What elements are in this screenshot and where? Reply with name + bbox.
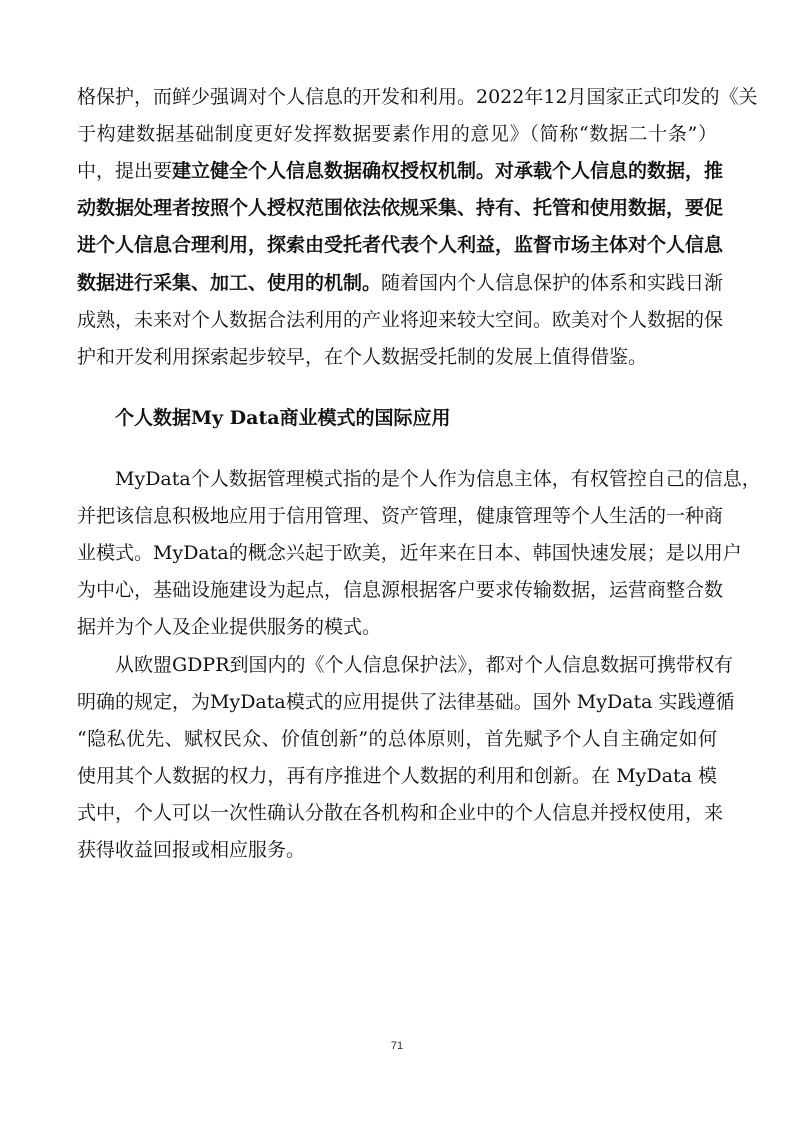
section-heading: 个人数据My Data商业模式的国际应用 [115,407,451,429]
paragraph-line: 从欧盟GDPR到国内的《个人信息保护法》，都对个人信息数据可携带权有 [115,654,734,676]
normal-text: 中，提出要 [77,160,173,182]
paragraph-line: 使用其个人数据的权力，再有序推进个人数据的利用和创新。在 MyData 模 [77,765,717,787]
paragraph-line: 式中，个人可以一次性确认分散在各机构和企业中的个人信息并授权使用，来 [77,802,724,824]
paragraph-line [77,156,724,186]
paragraph-line: 业模式。MyData的概念兴起于欧美，近年来在日本、韩国快速发展；是以用户 [77,542,742,564]
paragraph-line: 并把该信息积极地应用于信用管理、资产管理，健康管理等个人生活的一种商 [77,505,724,527]
paragraph-line: “隐私优先、赋权民众、价值创新”的总体原则，首先赋予个人自主确定如何 [77,728,717,750]
paragraph-line: 为中心，基础设施建设为起点，信息源根据客户要求传输数据，运营商整合数 [77,579,724,601]
paragraph-line: 格保护，而鲜少强调对个人信息的开发和利用。2022年12月国家正式印发的《关 [77,86,758,108]
paragraph-line: 获得收益回报或相应服务。 [77,839,306,861]
paragraph-line: 明确的规定，为MyData模式的应用提供了法律基础。国外 MyData 实践遵循 [77,691,735,713]
paragraph-line [77,268,724,298]
page-number: 71 [390,1040,404,1052]
paragraph-line-bold: 动数据处理者按照个人授权范围依法依规采集、持有、托管和使用数据，要促 [77,197,724,219]
paragraph-line-bold: 进个人信息合理利用，探索由受托者代表个人利益，监督市场主体对个人信息 [77,234,724,256]
normal-text: 随着国内个人信息保护的体系和实践日渐 [381,272,724,294]
paragraph-line: 据并为个人及企业提供服务的模式。 [77,616,382,638]
paragraph-line: 成熟，未来对个人数据合法利用的产业将迎来较大空间。欧美对个人数据的保 [77,309,724,331]
bold-text: 建立健全个人信息数据确权授权机制。对承载个人信息的数据，推 [172,160,724,182]
bold-text: 数据进行采集、加工、使用的机制。 [77,272,382,294]
paragraph-line: MyData个人数据管理模式指的是个人作为信息主体，有权管控自己的信息， [115,468,761,490]
paragraph-line: 于构建数据基础制度更好发挥数据要素作用的意见》（简称“数据二十条”） [77,123,717,145]
paragraph-line: 护和开发利用探索起步较早，在个人数据受托制的发展上值得借鉴。 [77,346,648,368]
